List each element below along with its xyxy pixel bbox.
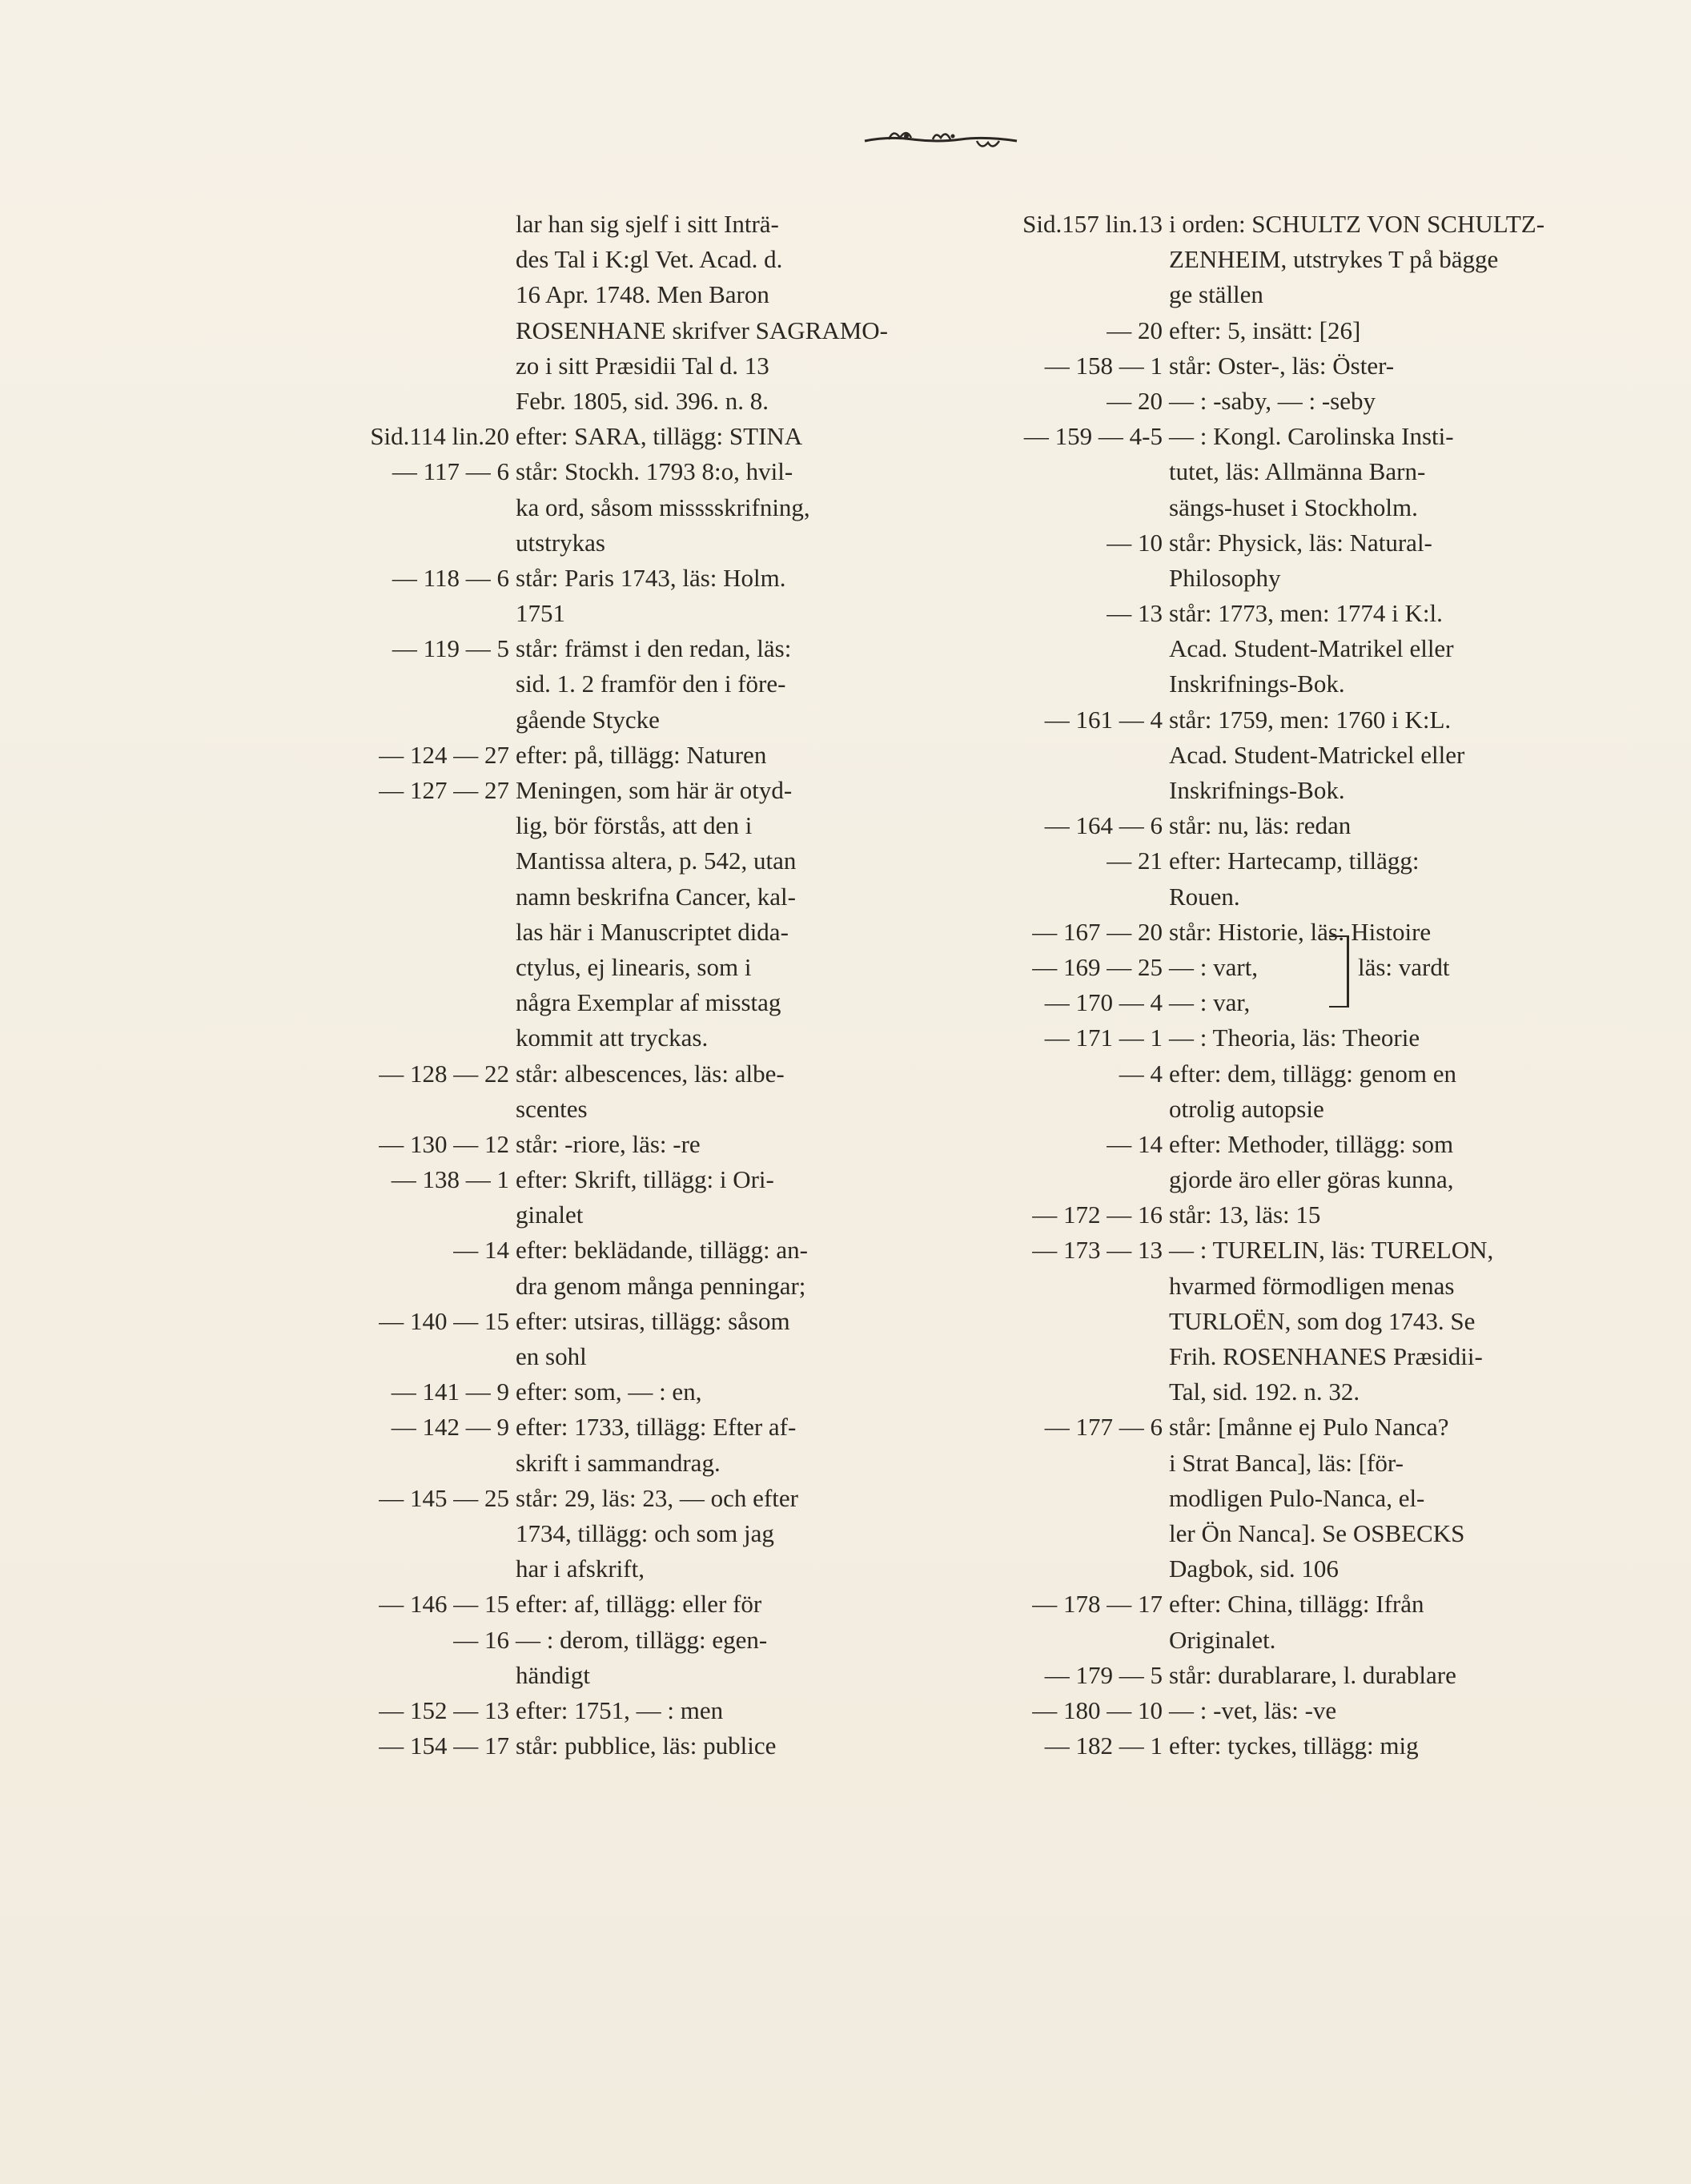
entry-row (309, 1374, 934, 1410)
entry-row (309, 1269, 934, 1304)
entry-text: Mantissa altera, p. 542, utan (516, 847, 797, 875)
entry-row (966, 242, 1606, 277)
entry-ref: — 167 — 20 (1032, 917, 1163, 946)
entry-row (966, 1127, 1606, 1162)
entry-row (309, 915, 934, 950)
entry-ref: — 173 — 13 (1032, 1236, 1163, 1265)
entry-row (309, 1551, 934, 1587)
entry-row (309, 1587, 934, 1622)
entry-row (966, 1446, 1606, 1481)
entry-ref: — 169 — 25 (1032, 952, 1163, 981)
entry-text: en sohl (516, 1342, 587, 1370)
entry-text: står: Paris 1743, läs: Holm. (516, 563, 786, 592)
entry-text: tutet, läs: Allmänna Barn- (1169, 457, 1426, 486)
entry-text: Febr. 1805, sid. 396. n. 8. (516, 386, 769, 415)
entry-ref: — 140 — 15 (379, 1306, 509, 1335)
entry-row (966, 384, 1606, 419)
entry-ref: — 13 (1107, 599, 1163, 628)
entry-text: står: Physick, läs: Natural- (1169, 528, 1432, 557)
entry-row (309, 1623, 934, 1658)
entry-text: efter: Methoder, tillägg: som (1169, 1129, 1454, 1158)
entry-row (309, 1658, 934, 1693)
entry-text: — : Kongl. Carolinska Insti- (1169, 422, 1454, 451)
entry-text: — : -saby, — : -seby (1169, 386, 1376, 415)
ornament-icon (857, 120, 1033, 160)
entry-ref: — 164 — 6 (1044, 811, 1163, 840)
entry-ref: — 16 (453, 1625, 509, 1654)
entry-row (966, 1658, 1606, 1693)
entry-text: står: 29, läs: 23, — och efter (516, 1483, 798, 1512)
entry-ref: — 158 — 1 (1044, 351, 1163, 380)
entry-text: står: 13, läs: 15 (1169, 1201, 1321, 1229)
entry-row (309, 1304, 934, 1339)
entry-text: Originalet. (1169, 1625, 1276, 1654)
entry-text: skrift i sammandrag. (516, 1448, 721, 1477)
entry-row (966, 561, 1606, 596)
entry-text: står: 1759, men: 1760 i K:L. (1169, 705, 1452, 734)
right-column (966, 207, 1606, 1764)
entry-text: efter: dem, tillägg: genom en (1169, 1059, 1456, 1088)
entry-row (309, 242, 934, 277)
entry-text: i Strat Banca], läs: [för- (1169, 1448, 1404, 1477)
entry-text: efter: beklädande, tillägg: an- (516, 1236, 808, 1265)
entry-ref: — 180 — 10 (1032, 1695, 1163, 1724)
entry-row (966, 454, 1606, 489)
entry-ref: Sid.114 lin.20 (370, 422, 509, 451)
entry-row (966, 419, 1606, 454)
entry-ref: — 145 — 25 (379, 1483, 509, 1512)
entry-ref: — 161 — 4 (1044, 705, 1163, 734)
entry-row (966, 1693, 1606, 1728)
entry-ref: — 138 — 1 (391, 1165, 509, 1194)
entry-text: dra genom många penningar; (516, 1271, 806, 1300)
entry-text: 16 Apr. 1748. Men Baron (516, 280, 769, 309)
entry-text: ka ord, såsom misssskrifning, (516, 493, 810, 521)
entry-row (309, 1516, 934, 1551)
entry-row (309, 1481, 934, 1516)
entry-text: ROSENHANE skrifver SAGRAMO- (516, 316, 888, 344)
entry-row (966, 1020, 1606, 1056)
entry-text: las här i Manuscriptet dida- (516, 917, 789, 946)
entry-row (309, 702, 934, 738)
entry-text: utstrykas (516, 528, 605, 557)
entry-ref: — 142 — 9 (391, 1413, 509, 1442)
entry-row (309, 1020, 934, 1056)
entry-text: efter: Skrift, tillägg: i Ori- (516, 1165, 774, 1194)
entry-row (309, 666, 934, 702)
entry-row (966, 525, 1606, 561)
entry-row (966, 207, 1606, 242)
entry-text: Rouen. (1169, 882, 1240, 911)
entry-text: gjorde äro eller göras kunna, (1169, 1165, 1454, 1194)
entry-text: efter: 5, insätt: [26] (1169, 316, 1361, 344)
entry-row (309, 985, 934, 1020)
entry-text: står: Historie, läs: Histoire (1169, 917, 1432, 946)
entry-row (966, 1516, 1606, 1551)
entry-row (966, 702, 1606, 738)
entry-row (309, 738, 934, 773)
entry-text: står: 1773, men: 1774 i K:l. (1169, 599, 1443, 628)
entry-text: sängs-huset i Stockholm. (1169, 493, 1418, 521)
entry-text: — : derom, tillägg: egen- (516, 1625, 768, 1654)
entry-ref: — 10 (1107, 528, 1163, 557)
entry-row (309, 1446, 934, 1481)
entry-row (966, 490, 1606, 525)
entry-row (309, 1693, 934, 1728)
entry-ref: — 117 — 6 (392, 457, 509, 486)
entry-row (966, 1269, 1606, 1304)
entry-row (309, 631, 934, 666)
entry-row (309, 1127, 934, 1162)
entry-row (966, 985, 1606, 1020)
entry-text: några Exemplar af misstag (516, 988, 781, 1017)
entry-text: des Tal i K:gl Vet. Acad. d. (516, 245, 783, 274)
entry-text: ginalet (516, 1201, 584, 1229)
entry-text: efter: 1751, — : men (516, 1695, 724, 1724)
entry-text: efter: China, tillägg: Ifrån (1169, 1590, 1424, 1619)
entry-row (966, 915, 1606, 950)
entry-row (966, 843, 1606, 879)
entry-text: — : Theoria, läs: Theorie (1169, 1024, 1420, 1052)
entry-row (309, 419, 934, 454)
entry-text: efter: utsiras, tillägg: såsom (516, 1306, 790, 1335)
entry-ref: — 128 — 22 (379, 1059, 509, 1088)
entry-ref: — 119 — 5 (392, 634, 509, 663)
entry-row (966, 1304, 1606, 1339)
entry-text: i orden: SCHULTZ VON SCHULTZ- (1169, 210, 1545, 238)
entry-row (966, 631, 1606, 666)
entry-text: händigt (516, 1660, 590, 1689)
entry-row (966, 950, 1606, 985)
entry-row (309, 1056, 934, 1092)
entry-text: Inskrifnings-Bok. (1169, 670, 1345, 698)
entry-row (309, 277, 934, 312)
entry-text: modligen Pulo-Nanca, el- (1169, 1483, 1425, 1512)
entry-row (966, 1551, 1606, 1587)
entry-row (309, 207, 934, 242)
entry-text: efter: på, tillägg: Naturen (516, 740, 767, 769)
entry-row (309, 1728, 934, 1764)
bracket-icon (1329, 935, 1349, 1008)
entry-text: efter: af, tillägg: eller för (516, 1590, 762, 1619)
entry-text: — : -vet, läs: -ve (1169, 1695, 1337, 1724)
entry-row (309, 561, 934, 596)
entry-ref: — 20 (1107, 386, 1163, 415)
entry-row (966, 808, 1606, 843)
entry-text: — : vart, (1169, 952, 1259, 981)
entry-text: lig, bör förstås, att den i (516, 811, 753, 840)
entry-text: otrolig autopsie (1169, 1094, 1324, 1123)
entry-text: 1734, tillägg: och som jag (516, 1518, 774, 1547)
entry-row (309, 950, 934, 985)
entry-row (309, 773, 934, 808)
entry-ref: — 172 — 16 (1032, 1201, 1163, 1229)
entry-ref: — 146 — 15 (379, 1590, 509, 1619)
entry-text: Acad. Student-Matrickel eller (1169, 740, 1465, 769)
entry-text: — : var, (1169, 988, 1251, 1017)
entry-text: 1751 (516, 599, 565, 628)
entry-text: Acad. Student-Matrikel eller (1169, 634, 1454, 663)
entry-text: Inskrifnings-Bok. (1169, 776, 1345, 804)
entry-row (309, 454, 934, 489)
entry-text: står: Oster-, läs: Öster- (1169, 351, 1395, 380)
entry-text: ZENHEIM, utstrykes T på bägge (1169, 245, 1499, 274)
entry-ref: — 154 — 17 (379, 1732, 509, 1760)
entry-ref: — 130 — 12 (379, 1129, 509, 1158)
entry-row (309, 1233, 934, 1268)
entry-text: scentes (516, 1094, 588, 1123)
entry-text: ler Ön Nanca]. Se OSBECKS (1169, 1518, 1465, 1547)
entry-text: Philosophy (1169, 563, 1281, 592)
entry-ref: — 170 — 4 (1044, 988, 1163, 1017)
entry-row (966, 1339, 1606, 1374)
entry-row (966, 773, 1606, 808)
entry-row (966, 277, 1606, 312)
entry-text: Tal, sid. 192. n. 32. (1169, 1378, 1360, 1406)
entry-text: efter: 1733, tillägg: Efter af- (516, 1413, 797, 1442)
entry-row (966, 1374, 1606, 1410)
entry-text: står: nu, läs: redan (1169, 811, 1352, 840)
entry-ref: — 178 — 17 (1032, 1590, 1163, 1619)
entry-text: lar han sig sjelf i sitt Inträ- (516, 210, 779, 238)
entry-text: efter: Hartecamp, tillägg: (1169, 847, 1420, 875)
entry-text: står: främst i den redan, läs: (516, 634, 792, 663)
entry-row (966, 1233, 1606, 1268)
bracket-label: läs: vardt (1358, 953, 1450, 981)
entry-text: gående Stycke (516, 705, 660, 734)
entry-row (966, 879, 1606, 915)
entry-text: står: Stockh. 1793 8:o, hvil- (516, 457, 793, 486)
entry-text: efter: SARA, tillägg: STINA (516, 422, 803, 451)
entry-text: står: [månne ej Pulo Nanca? (1169, 1413, 1449, 1442)
entry-text: Frih. ROSENHANES Præsidii- (1169, 1342, 1483, 1370)
entry-row (966, 1587, 1606, 1622)
entry-text: ctylus, ej linearis, som i (516, 952, 752, 981)
entry-ref: — 179 — 5 (1044, 1660, 1163, 1689)
left-column (309, 207, 934, 1764)
entry-ref: — 141 — 9 (391, 1378, 509, 1406)
entry-text: står: durablarare, l. durablare (1169, 1660, 1456, 1689)
entry-ref: — 177 — 6 (1044, 1413, 1163, 1442)
entry-ref: — 127 — 27 (379, 776, 509, 804)
entry-text: hvarmed förmodligen menas (1169, 1271, 1455, 1300)
entry-ref: — 21 (1107, 847, 1163, 875)
entry-row (966, 1056, 1606, 1092)
entry-row (309, 1197, 934, 1233)
entry-row (309, 879, 934, 915)
entry-ref: Sid.157 lin.13 (1022, 210, 1163, 238)
entry-row (966, 1092, 1606, 1127)
entry-text: står: albescences, läs: albe- (516, 1059, 785, 1088)
entry-row (966, 1162, 1606, 1197)
entry-row (309, 1339, 934, 1374)
entry-row (966, 313, 1606, 348)
entry-ref: — 171 — 1 (1044, 1024, 1163, 1052)
entry-text: efter: som, — : en, (516, 1378, 702, 1406)
entry-row (966, 738, 1606, 773)
entry-row (309, 384, 934, 419)
entry-row (966, 1197, 1606, 1233)
entry-text: står: -riore, läs: -re (516, 1129, 701, 1158)
entry-text: Meningen, som här är otyd- (516, 776, 793, 804)
entry-row (309, 808, 934, 843)
entry-text: står: pubblice, läs: publice (516, 1732, 777, 1760)
entry-row (966, 348, 1606, 384)
entry-text: zo i sitt Præsidii Tal d. 13 (516, 351, 769, 380)
entry-row (309, 843, 934, 879)
entry-row (309, 596, 934, 631)
entry-row (966, 1481, 1606, 1516)
entry-row (966, 666, 1606, 702)
entry-row (309, 1092, 934, 1127)
entry-ref: — 124 — 27 (379, 740, 509, 769)
entry-text: sid. 1. 2 framför den i före- (516, 670, 786, 698)
entry-ref: — 182 — 1 (1044, 1732, 1163, 1760)
entry-text: Dagbok, sid. 106 (1169, 1555, 1339, 1583)
entry-row (309, 490, 934, 525)
entry-text: efter: tyckes, tillägg: mig (1169, 1732, 1419, 1760)
entry-ref: — 152 — 13 (379, 1695, 509, 1724)
entry-text: ge ställen (1169, 280, 1263, 309)
entry-text: — : TURELIN, läs: TURELON, (1169, 1236, 1494, 1265)
entry-row (966, 1623, 1606, 1658)
entry-row (309, 348, 934, 384)
entry-text: TURLOËN, som dog 1743. Se (1169, 1306, 1476, 1335)
entry-row (309, 1410, 934, 1445)
entry-ref: — 4 (1119, 1059, 1163, 1088)
entry-ref: — 159 — 4-5 (1023, 422, 1163, 451)
entry-ref: — 14 (1107, 1129, 1163, 1158)
entry-ref: — 14 (453, 1236, 509, 1265)
entry-ref: — 20 (1107, 316, 1163, 344)
entry-text: kommit att tryckas. (516, 1024, 709, 1052)
entry-row (309, 525, 934, 561)
entry-row (966, 596, 1606, 631)
entry-ref: — 118 — 6 (392, 563, 509, 592)
entry-row (966, 1728, 1606, 1764)
entry-text: namn beskrifna Cancer, kal- (516, 882, 796, 911)
entry-row (309, 1162, 934, 1197)
entry-row (309, 313, 934, 348)
entry-row (966, 1410, 1606, 1445)
entry-text: har i afskrift, (516, 1555, 645, 1583)
